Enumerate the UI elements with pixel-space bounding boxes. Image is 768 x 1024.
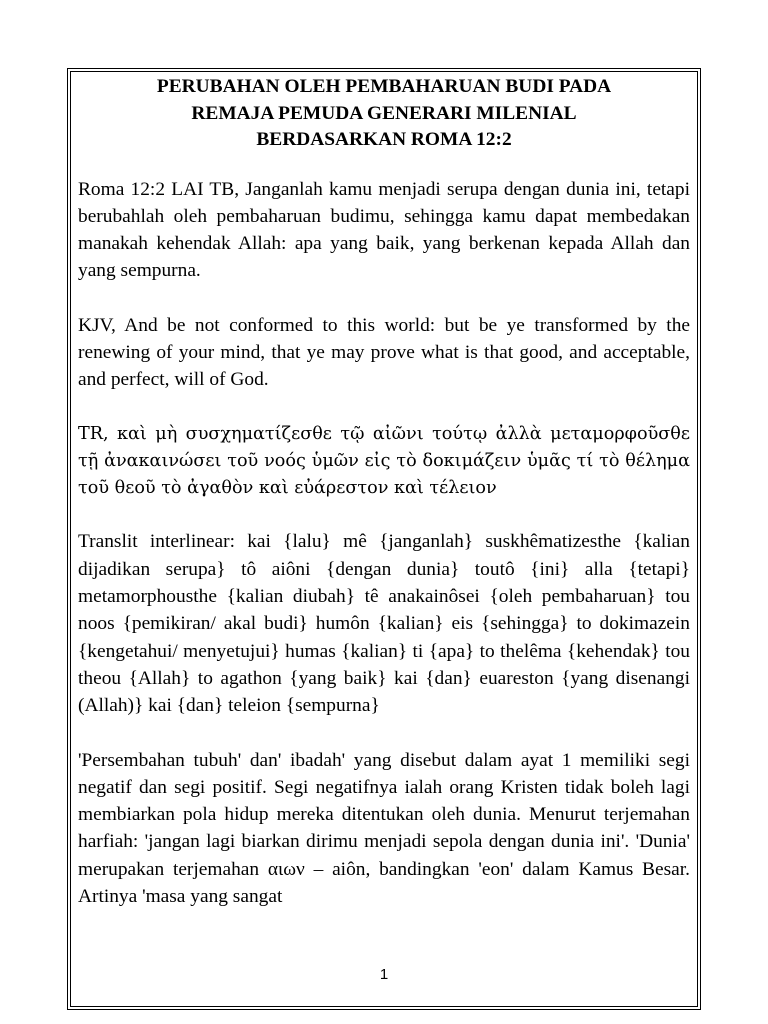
paragraph-lai-tb: Roma 12:2 LAI TB, Janganlah kamu menjadi serupa dengan dunia ini, tetapi berubahlah oleh pembaharuan budimu, sehingga kamu dapat membedakan manakah kehendak Allah: apa yang baik, yang berkenan kepada Allah dan yang sempurna. [78,178,690,282]
document-title [78,74,690,154]
paragraph-commentary: 'Persembahan tubuh' dan' ibadah' yang disebut dalam ayat 1 memiliki segi negatif dan segi positif. Segi negatifnya ialah orang Kristen tidak boleh lagi membiarkan pola hidup mereka ditentukan oleh dunia. Menurut terjemahan harfiah: 'jangan lagi biarkan dirimu menjadi sepola dengan dunia ini'. 'Dunia' merupakan terjemahan αιων – aiôn, bandingkan 'eon' dalam Kamus Besar. Artinya 'masa yang sangat [78,749,690,908]
title-line-3: BERDASARKAN ROMA 12:2 [256,129,512,150]
page-number: 1 [379,966,389,983]
paragraph-kjv: KJV, And be not conformed to this world: but be ye transformed by the renewing of your mind, that ye may prove what is that good, and acceptable, and perfect, will of God. [78,314,690,391]
title-line-2: REMAJA PEMUDA GENERARI MILENIAL [191,102,577,124]
title-line-1: PERUBAHAN OLEH PEMBAHARUAN BUDI PADA [156,76,612,97]
paragraph-textus-receptus: TR, καὶ μὴ συσχηματίζεσθε τῷ αἰῶνι τούτῳ ἀλλὰ μεταμορφοῦσθε τῇ ἀνακαινώσει τοῦ νοός ὑμῶν εἰς τὸ δοκιμάζειν ὑμᾶς τί τὸ θέλημα τοῦ θεοῦ τὸ ἀγαθὸν καὶ εὐάρεστον καὶ τέλειον [78,423,690,499]
paragraph-transliteration: Translit interlinear: kai {lalu} mê {janganlah} suskhêmatizesthe {kalian dijadikan serupa} tô aiôni {dengan dunia} toutô {ini} alla {tetapi} metamorphousthe {kalian diubah} tê anakainôsei {oleh pembaharuan} tou noos {pemikiran/ akal budi} humôn {kalian} eis {sehingga} to dokimazein {kengetahui/ menyetujui} humas {kalian} ti {apa} to thelêma {kehendak} tou theou {Allah} to agathon {yang baik} kai {dan} euareston {yang disenangi (Allah)} kai {dan} teleion {sempurna} [78,531,690,717]
document-body [78,74,690,910]
